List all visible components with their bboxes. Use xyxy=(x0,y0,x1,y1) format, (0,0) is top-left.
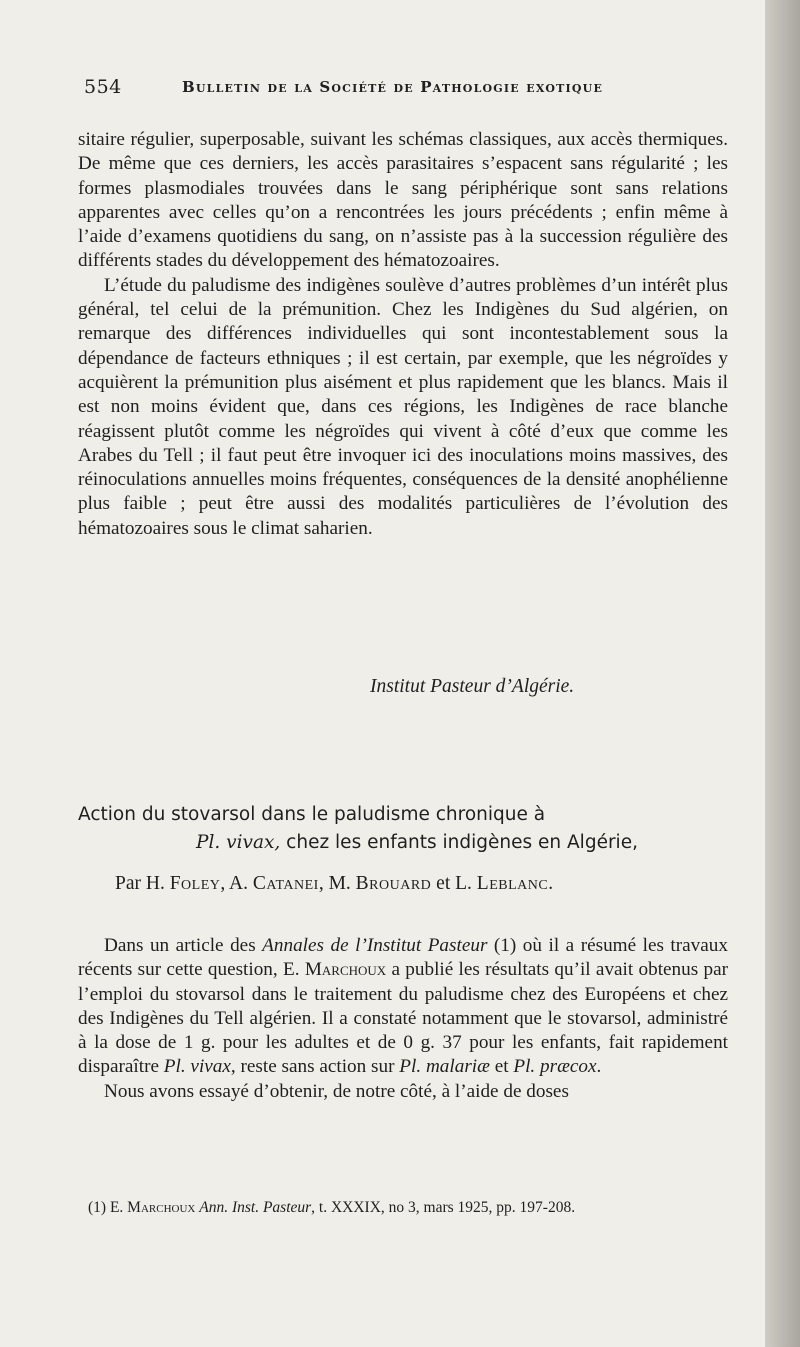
article-title xyxy=(78,801,728,857)
title-species: Pl. vivax, xyxy=(196,832,281,853)
p1-text-a: Dans un article des xyxy=(104,935,263,956)
footnote-journal: Ann. Inst. Pasteur xyxy=(199,1199,312,1216)
author-foley: Foley xyxy=(169,873,221,894)
page-number: 554 xyxy=(84,76,122,98)
article-authors xyxy=(115,873,553,895)
footnote xyxy=(88,1199,575,1217)
p1-text-e: et xyxy=(489,1056,514,1078)
p1-text-d: , reste sans action sur xyxy=(230,1056,400,1078)
institution-signature: Institut Pasteur d’Algérie. xyxy=(370,676,575,697)
authors-end: . xyxy=(548,873,554,894)
authors-sep-3: et L. xyxy=(431,873,477,894)
journal-annales: Annales de l’Institut Pasteur xyxy=(262,935,488,956)
p1-text-b: (1) où il a résumé les travaux récents sur cette question, E. xyxy=(78,935,728,981)
species-malariae: Pl. malariæ xyxy=(399,1056,490,1078)
p1-text-c: a publié les résultats qu’il avait obtenus par l’emploi du stovarsol dans le traitement du paludisme chez des Européens et chez des Indigènes du Tell algérien. Il a constaté notamment que le stovarsol, administré à la dose de 1 g. pour les adultes et de 0 g. 37 pour les enfants, fait rapidement disparaître xyxy=(78,959,729,1078)
footnote-rest: , t. XXXIX, no 3, mars 1925, pp. 197-208. xyxy=(311,1199,576,1216)
name-marchoux: Marchoux xyxy=(304,959,387,981)
p1-text-f: . xyxy=(596,1056,602,1078)
running-head: Bulletin de la Société de Pathologie exotique xyxy=(182,78,604,96)
species-praecox: Pl. præcox xyxy=(513,1056,597,1078)
section-continued-text xyxy=(78,128,728,541)
species-vivax: Pl. vivax xyxy=(163,1056,231,1078)
author-brouard: Brouard xyxy=(355,873,432,894)
paragraph-marchoux xyxy=(78,934,728,1080)
authors-sep-1: , A. xyxy=(220,873,253,894)
page-gutter xyxy=(765,0,800,1347)
paragraph-continued: sitaire régulier, superposable, suivant les schémas classiques, aux accès thermiques. De même que ces derniers, les accès parasitaires s’espacent sans régularité ; les formes plasmodiales trouvées dans le sang périphérique sont sans relations apparentes avec celles qu’on a rencontrées les jours précédents ; enfin même à l’aide d’examens quotidiens du sang, on n’assiste pas à la succession régulière des différents stades du développement des hématozoaires. xyxy=(78,129,728,272)
paragraph-premunition: L’étude du paludisme des indigènes soulève d’autres problèmes d’un intérêt plus général, tel celui de la prémunition. Chez les Indigènes du Sud algérien, on remarque des différences individuelles qui sont incontestablement sous la dépendance de facteurs ethniques ; il est certain, par exemple, que les négroïdes y acquièrent la prémunition plus aisément et plus rapidement que les blancs. Mais il est non moins évident que, dans ces régions, les Indigènes de race blanche réagissent plutôt comme les négroïdes qui vivent à côté d’eux que comme les Arabes du Tell ; il faut peut être invoquer ici des inoculations moins massives, des réinoculations annuelles moins fréquentes, conséquences de la densité anophélienne plus faible ; peut être aussi des modalités particulières de l’évolution des hématozoaires sous le climat saharien. xyxy=(78,274,728,539)
authors-prefix: Par H. xyxy=(115,873,170,894)
author-catanei: Catanei xyxy=(252,873,319,894)
paragraph-doses: Nous avons essayé d’obtenir, de notre côté, à l’aide de doses xyxy=(104,1080,569,1102)
title-line-2 xyxy=(78,829,728,857)
title-line-2-rest: chez les enfants indigènes en Algérie, xyxy=(280,832,638,853)
title-line-1: Action du stovarsol dans le paludisme chronique à xyxy=(78,804,546,825)
article-body xyxy=(78,934,728,1104)
authors-sep-2: , M. xyxy=(318,873,356,894)
author-leblanc: Leblanc xyxy=(476,873,549,894)
footnote-marker: (1) E. xyxy=(88,1199,128,1216)
footnote-name: Marchoux xyxy=(127,1199,196,1216)
page-header xyxy=(84,76,734,106)
